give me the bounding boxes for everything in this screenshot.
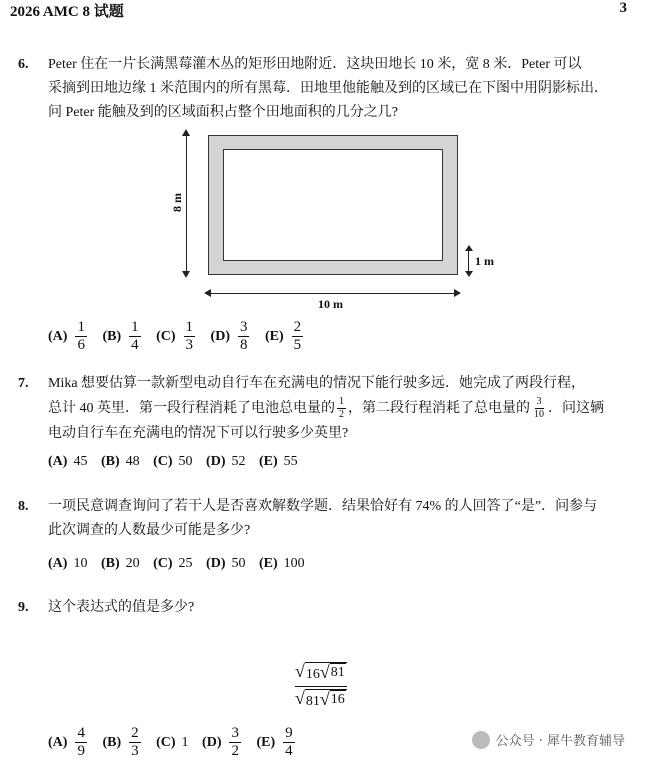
question-number: 6. — [18, 57, 29, 72]
choice-e[interactable]: (E) $\frac{9}{4}$ — [256, 725, 293, 759]
fraction-bar — [295, 686, 347, 687]
question-number: 8. — [18, 499, 29, 514]
choice-b[interactable]: (B) $\frac{2}{3}$ — [102, 725, 139, 759]
shaded-border-region — [208, 135, 458, 275]
width-label: 10 m — [318, 297, 343, 311]
arrow-left-icon — [204, 289, 211, 297]
question-text-line: 总计 40 英里．第一段行程消耗了电池总电量的 $\frac{1}{2}$ ，第二段行程消耗了总电量的 $\frac{3}{10}$ ．问这辆 — [48, 396, 604, 421]
choice-d[interactable]: (D) $\frac{3}{8}$ — [210, 319, 248, 353]
page-header-title: 2026 AMC 8 试题 — [10, 4, 124, 20]
fraction-three-tenths: $\frac{3}{10}$ — [534, 396, 544, 421]
answer-choices-q9 — [48, 726, 307, 759]
choice-c[interactable]: (C) 1 — [156, 734, 189, 750]
choice-a[interactable]: (A) 45 — [48, 454, 88, 469]
answer-choices-q6 — [48, 320, 315, 353]
choice-b[interactable]: (B) 20 — [100, 556, 140, 571]
choice-c[interactable]: (C) 50 — [153, 454, 193, 469]
question-text-line: 电动自行车在充满电的情况下可以行驶多少英里? — [48, 426, 349, 441]
question-text-line: 一项民意调查询问了若干人是否喜欢解数学题．结果恰好有 74% 的人回答了“是”．问参与 — [48, 499, 598, 514]
expression-denominator: √ 81 √ 16 — [295, 688, 345, 709]
strip-dimension-line — [468, 249, 469, 273]
choice-c[interactable]: (C) 25 — [153, 556, 193, 571]
question-text-line: Peter 住在一片长满黑莓灌木丛的矩形田地附近．这块田地长 10 米，宽 8 米．Peter 可以 — [48, 57, 582, 72]
question-8 — [18, 495, 630, 543]
arrow-down-icon — [465, 271, 473, 277]
choice-e[interactable]: (E) 55 — [258, 454, 298, 469]
choice-b[interactable]: (B) 48 — [100, 454, 140, 469]
expression-numerator: √ 16 √ 81 — [295, 661, 345, 682]
answer-choices-q8 — [48, 556, 315, 572]
question-text-line: 采摘到田地边缘 1 米范围内的所有黑莓．田地里他能触及到的区域已在下图中用阴影标出． — [48, 81, 608, 96]
arrow-up-icon — [465, 245, 473, 251]
question-text-line: 此次调查的人数最少可能是多少? — [48, 523, 251, 538]
radical-expression — [295, 662, 347, 711]
question-text-line: 问 Peter 能触及到的区域面积占整个田地面积的几分之几? — [48, 105, 398, 120]
answer-choices-q7 — [48, 454, 308, 470]
choice-d[interactable]: (D) $\frac{3}{2}$ — [202, 725, 239, 759]
choice-a[interactable]: (A) 10 — [48, 556, 88, 571]
wechat-icon — [472, 731, 490, 749]
choice-a[interactable]: (A) $\frac{4}{9}$ — [48, 725, 85, 759]
strip-label: 1 m — [475, 254, 494, 268]
question-6 — [18, 53, 630, 125]
width-dimension-line — [208, 293, 458, 294]
field-diagram — [170, 125, 510, 315]
unreachable-inner-region — [223, 149, 443, 261]
arrow-up-icon — [182, 129, 190, 136]
height-dimension-line — [186, 135, 187, 275]
question-7 — [18, 372, 630, 446]
choice-b[interactable]: (B) $\frac{1}{4}$ — [102, 319, 139, 353]
choice-d[interactable]: (D) 50 — [206, 556, 246, 571]
question-number: 9. — [18, 600, 29, 615]
choice-c[interactable]: (C) $\frac{1}{3}$ — [156, 319, 194, 353]
arrow-down-icon — [182, 271, 190, 278]
arrow-right-icon — [454, 289, 461, 297]
question-text-line: 这个表达式的值是多少? — [48, 600, 195, 615]
question-text-line: Mika 想要估算一款新型电动自行车在充满电的情况下能行驶多远．她完成了两段行程， — [48, 376, 586, 391]
choice-a[interactable]: (A) $\frac{1}{6}$ — [48, 319, 85, 353]
fraction-half: $\frac{1}{2}$ — [339, 396, 344, 421]
watermark: 公众号 · 犀牛教育辅导 — [472, 730, 625, 749]
height-label: 8 m — [170, 193, 184, 212]
choice-e[interactable]: (E) $\frac{2}{5}$ — [264, 319, 302, 353]
page-number: 3 — [619, 0, 627, 16]
question-9 — [18, 596, 630, 620]
choice-d[interactable]: (D) 52 — [206, 454, 246, 469]
question-number: 7. — [18, 376, 29, 391]
choice-e[interactable]: (E) 100 — [258, 556, 305, 571]
